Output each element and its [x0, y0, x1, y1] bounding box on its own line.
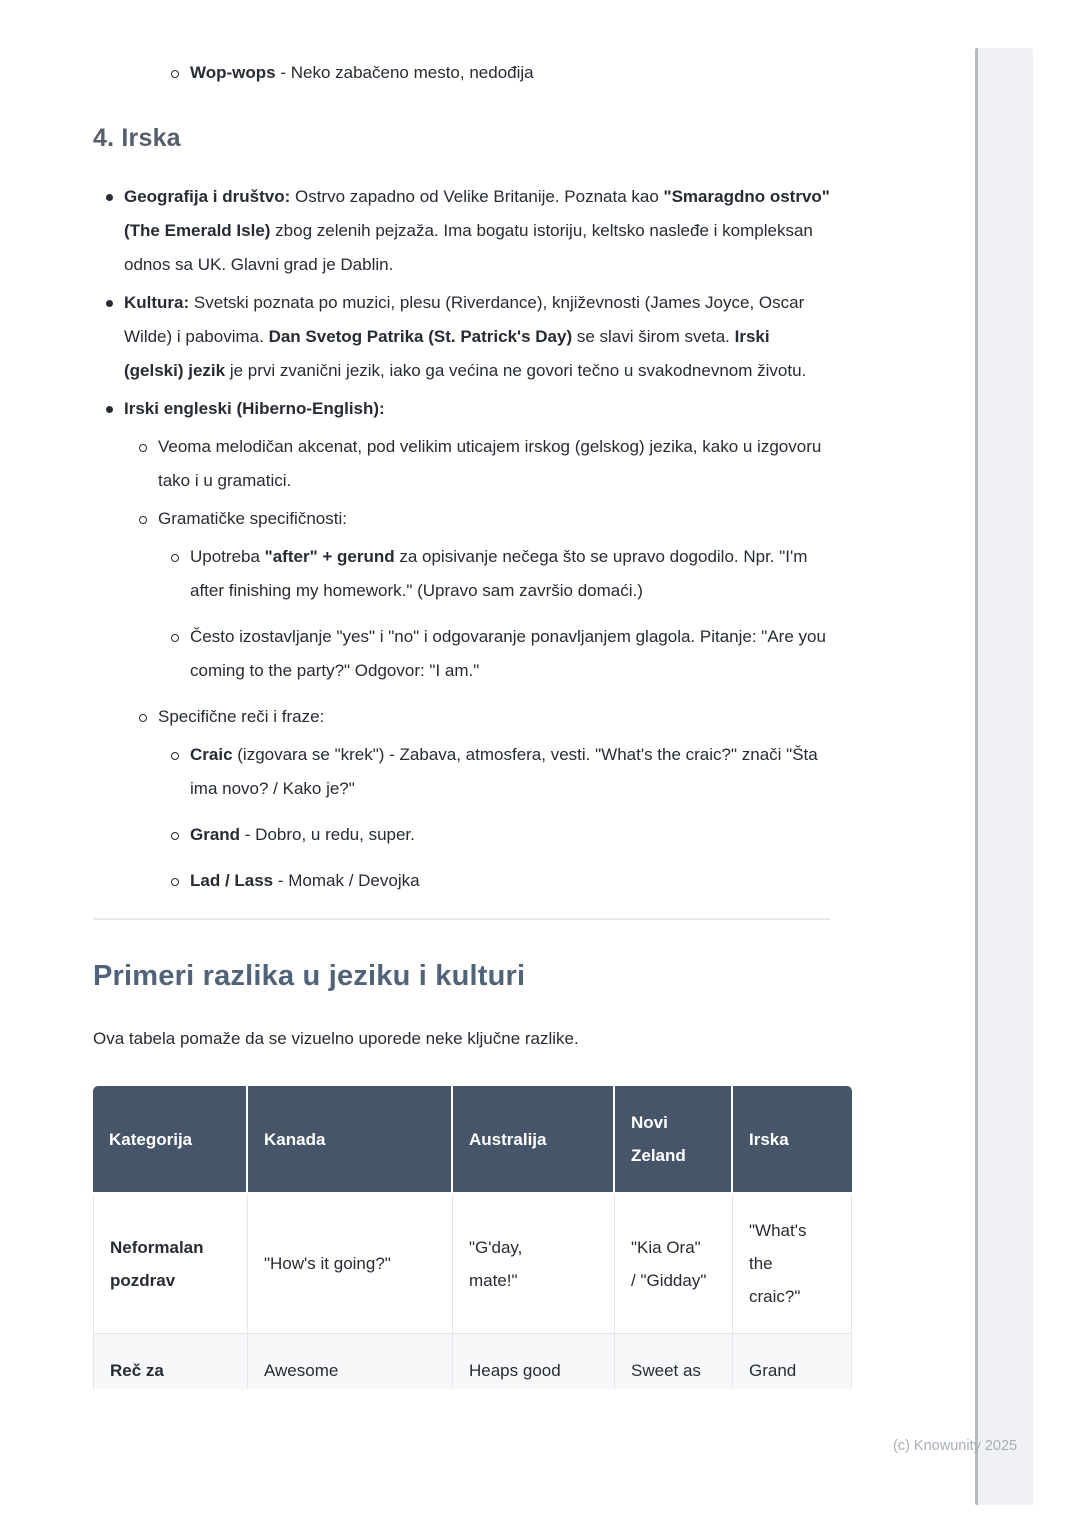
- list-item-text: Upotreba "after" + gerund za opisivanje nečega što se upravo dogodilo. Npr. "I'm after finishing my homework." (Upravo sam završio domaći.): [190, 547, 808, 600]
- list-item-text: Lad / Lass - Momak / Devojka: [190, 871, 420, 890]
- column-header-kanada: [248, 1086, 453, 1194]
- cell-text: "Kia Ora" / "Gidday": [631, 1237, 707, 1290]
- bullet-icon: [106, 194, 113, 201]
- list-item-text: Kultura: Svetski poznata po muzici, plesu (Riverdance), književnosti (James Joyce, Oscar Wilde) i pabovima. Dan Svetog Patrika (St. Patrick's Day) se slavi širom sveta. Irski (gelski) jezik je prvi zvanični jezik, iako ga većina ne govori tečno u svakodnevnom životu.: [124, 293, 807, 380]
- section-divider: [93, 918, 830, 920]
- table-cell: [93, 1334, 248, 1389]
- cell-text: Heaps good: [469, 1361, 561, 1380]
- section-heading-primeri: Primeri razlika u jeziku i kulturi: [93, 960, 526, 992]
- scrollbar-track[interactable]: [978, 48, 1033, 1505]
- column-header-label: Kategorija: [109, 1129, 193, 1149]
- cell-text: Neformalan pozdrav: [110, 1237, 204, 1290]
- comparison-table: [93, 1086, 852, 1389]
- hollow-bullet-icon: [171, 70, 179, 78]
- list-item-text: Specifične reči i fraze:: [158, 707, 325, 726]
- list-item-text: Wop-wops - Neko zabačeno mesto, nedođija: [190, 63, 534, 82]
- irska-list: [93, 180, 830, 898]
- table-cell: [248, 1194, 453, 1334]
- column-header-label: Australija: [469, 1129, 547, 1149]
- hollow-bullet-icon: [171, 634, 179, 642]
- column-header-novi-zeland: [615, 1086, 733, 1194]
- table-cell: [93, 1194, 248, 1334]
- table-header-row: [93, 1086, 852, 1194]
- list-item-gramatika: [93, 502, 830, 536]
- list-item-text: Craic (izgovara se "krek") - Zabava, atmosfera, vesti. "What's the craic?" znači "Šta ima novo? / Kako je?": [190, 745, 818, 798]
- column-header-label: Kanada: [264, 1129, 326, 1149]
- cell-text: Sweet as: [631, 1361, 701, 1380]
- column-header-label: Irska: [749, 1129, 789, 1149]
- column-header-australija: [453, 1086, 615, 1194]
- hollow-bullet-icon: [139, 714, 147, 722]
- list-item-text: Veoma melodičan akcenat, pod velikim uticajem irskog (gelskog) jezika, kako u izgovoru tako i u gramatici.: [158, 437, 822, 490]
- list-item-yes-no: [93, 620, 830, 688]
- hollow-bullet-icon: [171, 878, 179, 886]
- cell-text: Grand: [749, 1361, 797, 1380]
- cell-text: Reč za: [110, 1361, 164, 1380]
- list-item-grand: [93, 818, 830, 852]
- cell-text: "G'day, mate!": [469, 1237, 523, 1290]
- table-cell: [615, 1334, 733, 1389]
- hollow-bullet-icon: [139, 444, 147, 452]
- bullet-icon: [106, 406, 113, 413]
- list-item-lad-lass: [93, 864, 830, 898]
- bullet-icon: [106, 300, 113, 307]
- list-item-craic: [93, 738, 830, 806]
- table-row: [93, 1194, 852, 1334]
- table-cell: [453, 1334, 615, 1389]
- list-item-kultura: [93, 286, 830, 388]
- copyright-watermark: (c) Knowunity 2025: [893, 1438, 1018, 1454]
- hollow-bullet-icon: [139, 516, 147, 524]
- column-header-label: Novi Zeland: [631, 1113, 686, 1165]
- list-item-text: Često izostavljanje "yes" i "no" i odgovaranje ponavljanjem glagola. Pitanje: "Are you coming to the party?" Odgovor: "I am.": [190, 627, 826, 680]
- list-item-text: Grand - Dobro, u redu, super.: [190, 825, 415, 844]
- list-item-text: Gramatičke specifičnosti:: [158, 509, 347, 528]
- list-item-reci-fraze: [93, 700, 830, 734]
- column-header-kategorija: [93, 1086, 248, 1194]
- cell-text: "How's it going?": [264, 1254, 391, 1273]
- list-item-text: Irski engleski (Hiberno-English):: [124, 399, 385, 418]
- hollow-bullet-icon: [171, 554, 179, 562]
- previous-section-list-tail: [93, 0, 830, 90]
- list-item-after-gerund: [93, 540, 830, 608]
- list-item-geografija: [93, 180, 830, 282]
- list-item-akcenat: [93, 430, 830, 498]
- document-page: [93, 0, 830, 1389]
- table-cell: [733, 1334, 852, 1389]
- column-header-irska: [733, 1086, 852, 1194]
- hollow-bullet-icon: [171, 832, 179, 840]
- table-row: [93, 1334, 852, 1389]
- table-cell: [733, 1194, 852, 1334]
- table-cell: [248, 1334, 453, 1389]
- cell-text: Awesome: [264, 1361, 339, 1380]
- table-intro-text: Ova tabela pomaže da se vizuelno uporede neke ključne razlike.: [93, 1029, 579, 1048]
- table-cell: [615, 1194, 733, 1334]
- hollow-bullet-icon: [171, 752, 179, 760]
- table-cell: [453, 1194, 615, 1334]
- list-item-text: Geografija i društvo: Ostrvo zapadno od Velike Britanije. Poznata kao "Smaragdno ostrvo" (The Emerald Isle) zbog zelenih pejzaža. Ima bogatu istoriju, keltsko nasleđe i kompleksan odnos sa UK. Glavni grad je Dablin.: [124, 187, 830, 274]
- list-item-irski-engleski: [93, 392, 830, 426]
- section-heading-irska: 4. Irska: [93, 124, 181, 152]
- cell-text: "What's the craic?": [749, 1221, 807, 1306]
- comparison-table-container: [93, 1086, 853, 1389]
- list-item: [93, 56, 830, 90]
